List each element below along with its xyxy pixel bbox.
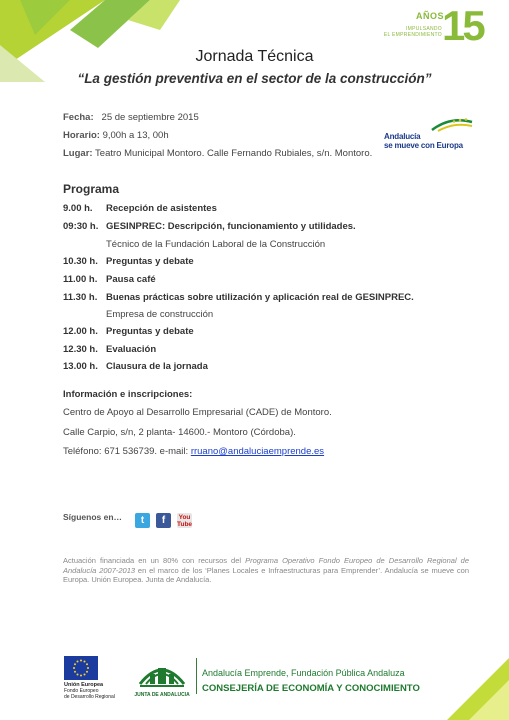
corner-decoration-bottom-right — [447, 658, 509, 720]
program-item: 9.00 h. Recepción de asistentes — [63, 203, 217, 214]
anos-logo-word: AÑOS — [416, 11, 445, 21]
anos-logo — [380, 2, 492, 50]
star-swoosh-icon — [430, 118, 474, 132]
fecha-line: Fecha: 25 de septiembre 2015 — [63, 112, 199, 123]
program-item: 11.30 h. Buenas prácticas sobre utilización y aplicación real de GESINPREC. — [63, 292, 414, 303]
junta-andalucia-logo — [134, 654, 190, 696]
junta-caption: JUNTA DE ANDALUCIA — [134, 692, 190, 698]
lugar-line: Lugar: Teatro Municipal Montoro. Calle Fernando Rubiales, s/n. Montoro. — [63, 148, 373, 159]
eu-flag-icon — [64, 656, 98, 680]
twitter-icon[interactable]: t — [135, 513, 150, 528]
programa-heading: Programa — [63, 182, 120, 196]
page-subtitle: “La gestión preventiva en el sector de la construcción” — [77, 71, 432, 86]
program-item-detail: Técnico de la Fundación Laboral de la Construcción — [106, 239, 326, 250]
program-item: 13.00 h. Clausura de la jornada — [63, 361, 208, 372]
horario-line: Horario: 9,00h a 13, 00h — [63, 130, 169, 141]
program-item: 09:30 h. GESINPREC: Descripción, funcionamiento y utilidades. — [63, 221, 356, 232]
funding-disclaimer: Actuación financiada en un 80% con recursos del Programa Operativo Fondo Europeo de Desarrollo Regional de Andalucía 2007-2013 en el marco de los ‘Planes Locales e Infraestructuras para Emprender’. Andalucía se mueve con Europa. Unión Europea. Junta de Andalucía. — [63, 556, 470, 584]
program-item: 12.30 h. Evaluación — [63, 344, 157, 355]
contact-address-1: Centro de Apoyo al Desarrollo Empresarial (CADE) de Montoro. — [63, 407, 332, 418]
andalucia-europa-logo: Andalucía se mueve con Europa — [384, 118, 476, 150]
program-item: 11.00 h. Pausa café — [63, 274, 156, 285]
page-title: Jornada Técnica — [195, 48, 314, 65]
program-item-detail: Empresa de construcción — [106, 309, 214, 320]
footer-divider — [196, 658, 197, 694]
follow-us-label: Síguenos en… — [63, 512, 123, 522]
facebook-icon[interactable]: f — [156, 513, 171, 528]
program-item: 10.30 h. Preguntas y debate — [63, 256, 194, 267]
contact-heading: Información e inscripciones: — [63, 389, 193, 400]
anos-logo-number: 15 — [442, 2, 483, 49]
contact-address-2: Calle Carpio, s/n, 2 planta- 14600.- Montoro (Córdoba). — [63, 427, 296, 438]
program-item: 12.00 h. Preguntas y debate — [63, 326, 194, 337]
email-link[interactable]: rruano@andaluciaemprende.es — [190, 446, 325, 457]
contact-phone: Teléfono: 671 536739. e-mail: rruano@andaluciaemprende.es — [63, 446, 325, 457]
footer-line-1: Andalucía Emprende, Fundación Pública Andaluza — [202, 668, 405, 678]
footer-line-2: CONSEJERÍA DE ECONOMÍA Y CONOCIMIENTO — [202, 683, 420, 694]
youtube-icon[interactable]: You Tube — [177, 514, 193, 528]
anos-logo-subtitle: IMPULSANDO EL EMPRENDIMIENTO — [383, 26, 442, 38]
eu-caption: Unión Europea Fondo Europeo de Desarrollo Regional — [64, 682, 115, 700]
corner-decoration-top-left — [0, 0, 180, 82]
